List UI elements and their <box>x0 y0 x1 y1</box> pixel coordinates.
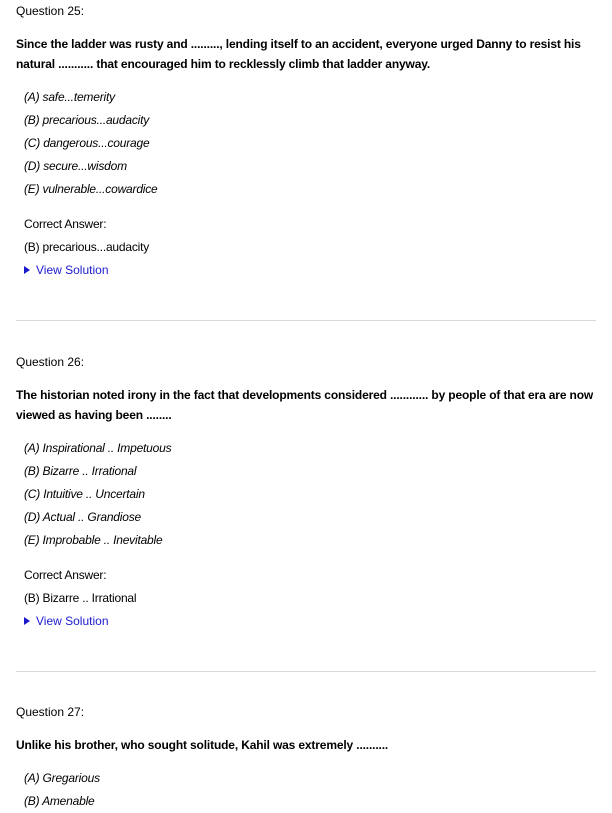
option-d: (D) Actual .. Grandiose <box>24 510 141 524</box>
question-26 <box>16 321 596 630</box>
question-text: The historian noted irony in the fact that developments considered ............ by people of that era are now viewed as having been ........ <box>16 388 594 422</box>
options-list <box>16 86 596 201</box>
option-a: (A) Inspirational .. Impetuous <box>24 441 172 455</box>
option-c: (C) Intuitive .. Uncertain <box>24 487 145 501</box>
option-b: (B) precarious...audacity <box>24 113 150 127</box>
question-text: Since the ladder was rusty and ........., lending itself to an accident, everyone urged Danny to resist his natural ........... that encouraged him to recklessly climb that ladder anyway. <box>16 37 581 71</box>
view-solution-toggle[interactable] <box>24 614 109 628</box>
option-e: (E) Improbable .. Inevitable <box>24 533 163 547</box>
question-25 <box>16 0 596 279</box>
question-title: Question 25: <box>16 4 85 18</box>
option-d: (D) secure...wisdom <box>24 159 127 173</box>
option-b: (B) Amenable <box>24 794 95 808</box>
answer-block <box>16 217 596 279</box>
correct-answer-value: (B) precarious...audacity <box>24 240 150 254</box>
correct-answer-label: Correct Answer: <box>24 217 107 231</box>
option-b: (B) Bizarre .. Irrational <box>24 464 137 478</box>
option-e: (E) vulnerable...cowardice <box>24 182 158 196</box>
options-list <box>16 767 596 813</box>
option-c: (C) dangerous...courage <box>24 136 150 150</box>
correct-answer-label: Correct Answer: <box>24 568 107 582</box>
question-text: Unlike his brother, who sought solitude, Kahil was extremely .......... <box>16 738 389 752</box>
options-list <box>16 437 596 552</box>
view-solution-toggle[interactable] <box>24 263 109 277</box>
question-title: Question 27: <box>16 705 85 719</box>
question-title: Question 26: <box>16 355 85 369</box>
triangle-right-icon <box>24 266 30 274</box>
option-a: (A) Gregarious <box>24 771 100 785</box>
view-solution-label: View Solution <box>36 263 109 277</box>
answer-block <box>16 568 596 630</box>
triangle-right-icon <box>24 617 30 625</box>
view-solution-label: View Solution <box>36 614 109 628</box>
correct-answer-value: (B) Bizarre .. Irrational <box>24 591 137 605</box>
option-a: (A) safe...temerity <box>24 90 115 104</box>
